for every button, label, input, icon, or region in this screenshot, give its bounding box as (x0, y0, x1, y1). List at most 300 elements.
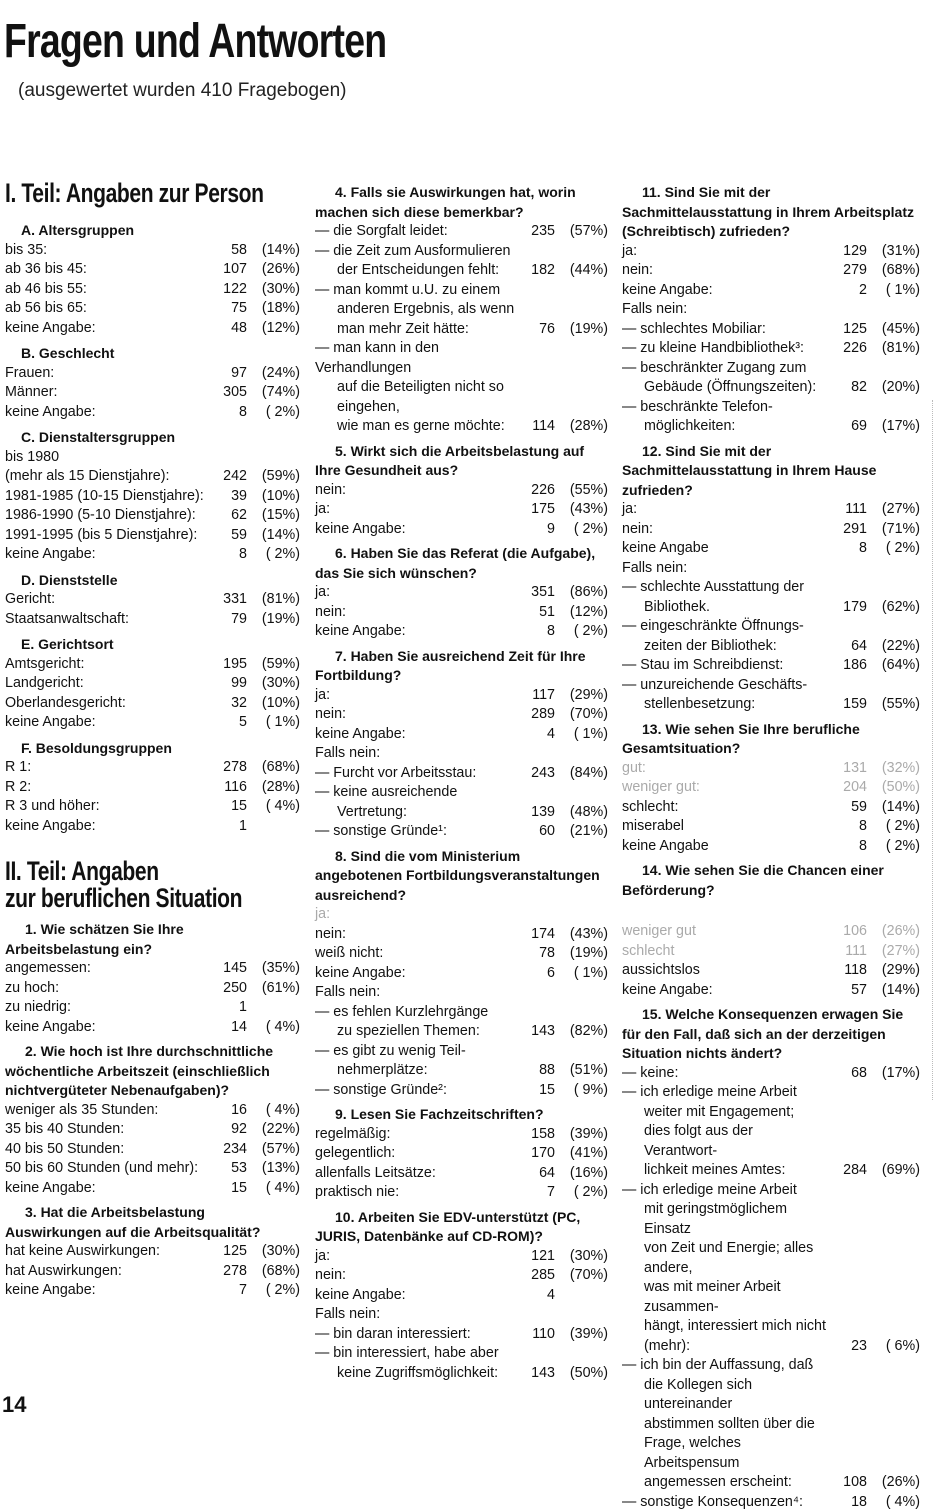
answer-row (5, 713, 300, 733)
answer-row (622, 1493, 920, 1512)
answer-label (315, 964, 515, 984)
answer-row (5, 694, 300, 714)
answer-label (315, 925, 515, 945)
answer-percent: (68%) (867, 261, 920, 281)
answer-label (622, 778, 827, 798)
question: 5. Wirkt sich die Arbeitsbelastung auf Ihre Gesundheit aus? (315, 442, 608, 481)
answer-percent: ( 1%) (867, 281, 920, 301)
answer-label-line: bis 35: (5, 241, 207, 261)
answer-percent: ( 2%) (247, 1281, 300, 1301)
answer-label-line: was mit meiner Arbeit zusammen- (622, 1278, 827, 1317)
answer-label (622, 942, 827, 962)
answer-label-line: mit geringstmöglichem Einsatz (622, 1200, 827, 1239)
answer-label (622, 339, 827, 359)
page-number: 14 (2, 1392, 26, 1418)
answer-count: 179 (827, 598, 867, 618)
answer-label (5, 1101, 207, 1121)
answer-count: 6 (515, 964, 555, 984)
answer-label (5, 467, 207, 487)
answer-label (5, 655, 207, 675)
answer-label-line: stellenbesetzung: (622, 695, 827, 715)
answer-label-line: nein: (315, 603, 515, 623)
answer-percent: (17%) (867, 1064, 920, 1084)
answer-label-line: keine Angabe: (622, 281, 827, 301)
text-line: Falls nein: (315, 1305, 608, 1325)
answer-percent: (14%) (867, 798, 920, 818)
answer-count: 79 (207, 610, 247, 630)
answer-label (622, 578, 827, 617)
answer-percent: (55%) (867, 695, 920, 715)
answer-label (315, 1164, 515, 1184)
answer-percent: (81%) (867, 339, 920, 359)
answer-label (622, 617, 827, 656)
answer-count: 76 (515, 320, 555, 340)
answer-count: 60 (515, 822, 555, 842)
answer-label (5, 1242, 207, 1262)
answer-label-line: dies folgt aus der Verantwort- (622, 1122, 827, 1161)
answer-label (5, 1262, 207, 1282)
answer-label (622, 1064, 827, 1084)
answer-label (315, 1266, 515, 1286)
answer-row (5, 1179, 300, 1199)
answer-label (622, 242, 827, 262)
answer-percent: (26%) (867, 922, 920, 942)
answer-percent: (18%) (247, 299, 300, 319)
answer-percent: ( 2%) (247, 545, 300, 565)
answer-label-line: — ich bin der Auffassung, daß (622, 1356, 827, 1376)
answer-label-line: weniger gut: (622, 778, 827, 798)
answer-row (622, 656, 920, 676)
answer-label-line: ja: (315, 686, 515, 706)
answer-row (315, 1286, 608, 1306)
answer-label-line: man mehr Zeit hätte: (315, 320, 515, 340)
answer-label (315, 1247, 515, 1267)
answer-label-line: gelegentlich: (315, 1144, 515, 1164)
answer-count: 159 (827, 695, 867, 715)
answer-label-line: keine Angabe (622, 837, 827, 857)
answer-label-line: Frauen: (5, 364, 207, 384)
answer-label (315, 481, 515, 501)
answer-label (315, 1183, 515, 1203)
answer-label (315, 1003, 515, 1042)
answer-count: 18 (827, 1493, 867, 1512)
answer-count: 125 (827, 320, 867, 340)
answer-label-line: abstimmen sollten über die (622, 1415, 827, 1435)
answer-label-line: R 3 und höher: (5, 797, 207, 817)
answer-row (622, 922, 920, 942)
answer-label (5, 797, 207, 817)
answer-label (315, 622, 515, 642)
answer-label (315, 822, 515, 842)
answer-row (315, 281, 608, 340)
answer-label-line: R 1: (5, 758, 207, 778)
answer-percent: (28%) (247, 778, 300, 798)
answer-label-line: keine Zugriffsmöglichkeit: (315, 1364, 515, 1384)
answer-row (5, 383, 300, 403)
section-heading (5, 858, 300, 912)
answer-count: 278 (207, 758, 247, 778)
answer-label-line: ja: (315, 1247, 515, 1267)
answer-row (315, 1183, 608, 1203)
answer-count: 82 (827, 378, 867, 398)
answer-row (5, 778, 300, 798)
answer-count: 226 (515, 481, 555, 501)
answer-row (5, 674, 300, 694)
answer-label (315, 500, 515, 520)
answer-percent: (19%) (247, 610, 300, 630)
answer-count: 284 (827, 1161, 867, 1181)
answer-percent: (35%) (247, 959, 300, 979)
answer-label (622, 961, 827, 981)
answer-count: 8 (827, 837, 867, 857)
question: 13. Wie sehen Sie Ihre berufliche Gesamtsituation? (622, 720, 920, 759)
answer-label (622, 539, 827, 559)
answer-count: 7 (207, 1281, 247, 1301)
answer-row (622, 520, 920, 540)
answer-count: 39 (207, 487, 247, 507)
answer-label (622, 759, 827, 779)
answer-row (5, 817, 300, 837)
answer-label-line: nein: (315, 705, 515, 725)
answer-percent: (12%) (555, 603, 608, 623)
answer-count: 2 (827, 281, 867, 301)
answer-percent: (30%) (247, 280, 300, 300)
answer-label-line: — beschränkte Telefon- (622, 398, 827, 418)
answer-row (315, 725, 608, 745)
answer-row (315, 1144, 608, 1164)
answer-label (315, 944, 515, 964)
answer-row (315, 1266, 608, 1286)
answer-row (622, 1064, 920, 1084)
answer-percent: (32%) (867, 759, 920, 779)
answer-label (315, 1286, 515, 1306)
question: 10. Arbeiten Sie EDV-unterstützt (PC, JURIS, Datenbänke auf CD-ROM)? (315, 1208, 608, 1247)
answer-count: 99 (207, 674, 247, 694)
answer-label-line: keine Angabe: (5, 1018, 207, 1038)
answer-row (5, 1242, 300, 1262)
question: 3. Hat die Arbeitsbelastung Auswirkungen auf die Arbeitsqualität? (5, 1203, 300, 1242)
answer-row (315, 500, 608, 520)
answer-count: 143 (515, 1364, 555, 1384)
answer-label (622, 676, 827, 715)
answer-row (622, 1083, 920, 1181)
answer-count: 110 (515, 1325, 555, 1345)
answer-label-line: 50 bis 60 Stunden (und mehr): (5, 1159, 207, 1179)
answer-count: 195 (207, 655, 247, 675)
answer-row (5, 506, 300, 526)
answer-percent: (69%) (867, 1161, 920, 1181)
answer-row (5, 1262, 300, 1282)
answer-count: 250 (207, 979, 247, 999)
answer-label (622, 922, 827, 942)
answer-label-line: 1986-1990 (5-10 Dienstjahre): (5, 506, 207, 526)
answer-label-line: weiter mit Engagement; (622, 1103, 827, 1123)
answer-label-line: anderen Ergebnis, als wenn (315, 300, 515, 320)
answer-label-line: Landgericht: (5, 674, 207, 694)
answer-label-line: ja: (315, 583, 515, 603)
answer-row (622, 1181, 920, 1357)
answer-count: 14 (207, 1018, 247, 1038)
answer-label-line: ja: (622, 242, 827, 262)
answer-row (622, 539, 920, 559)
answer-percent: (48%) (555, 803, 608, 823)
answer-count: 121 (515, 1247, 555, 1267)
answer-count: 58 (207, 241, 247, 261)
answer-count: 1 (207, 998, 247, 1018)
answer-count: 4 (515, 725, 555, 745)
answer-row (5, 403, 300, 423)
answer-row (315, 583, 608, 603)
answer-row (622, 837, 920, 857)
answer-count: 78 (515, 944, 555, 964)
answer-label (315, 725, 515, 745)
question: 9. Lesen Sie Fachzeitschriften? (315, 1105, 608, 1125)
answer-percent: ( 4%) (867, 1493, 920, 1512)
answer-label-line: nein: (315, 481, 515, 501)
answer-row (315, 1164, 608, 1184)
answer-row (5, 1281, 300, 1301)
answer-row (5, 280, 300, 300)
answer-percent: (55%) (555, 481, 608, 501)
subsection-heading: D. Dienststelle (5, 571, 300, 591)
answer-label-line: ab 56 bis 65: (5, 299, 207, 319)
answer-count: 129 (827, 242, 867, 262)
answer-count: 32 (207, 694, 247, 714)
answer-count: 48 (207, 319, 247, 339)
answer-label (5, 364, 207, 384)
answer-label-line: keine Angabe: (315, 622, 515, 642)
answer-count: 174 (515, 925, 555, 945)
answer-label-line: von Zeit und Energie; alles andere, (622, 1239, 827, 1278)
answer-row (622, 981, 920, 1001)
answer-label-line: 1981-1985 (10-15 Dienstjahre): (5, 487, 207, 507)
question: 6. Haben Sie das Referat (die Aufgabe), das Sie sich wünschen? (315, 544, 608, 583)
answer-label (5, 1159, 207, 1179)
answer-count: 106 (827, 922, 867, 942)
answer-count: 68 (827, 1064, 867, 1084)
answer-percent: ( 2%) (867, 837, 920, 857)
answer-row (315, 1042, 608, 1081)
answer-label (622, 1493, 827, 1512)
answer-label (5, 817, 207, 837)
answer-count: 285 (515, 1266, 555, 1286)
answer-count: 175 (515, 500, 555, 520)
answer-percent: (62%) (867, 598, 920, 618)
answer-row (315, 705, 608, 725)
answer-count: 59 (827, 798, 867, 818)
answer-label-line: der Entscheidungen fehlt: (315, 261, 515, 281)
answer-row (315, 964, 608, 984)
answer-label-line: keine Angabe: (315, 520, 515, 540)
answer-row (5, 545, 300, 565)
answer-row (5, 526, 300, 546)
answer-label (5, 1281, 207, 1301)
answer-label-line: hängt, interessiert mich nicht (622, 1317, 827, 1337)
answer-label-line: Gericht: (5, 590, 207, 610)
answer-percent: (82%) (555, 1022, 608, 1042)
answer-percent: (70%) (555, 705, 608, 725)
answer-percent: ( 6%) (867, 1337, 920, 1357)
answer-percent: (19%) (555, 944, 608, 964)
answer-label (5, 280, 207, 300)
answer-label-line: angemessen erscheint: (622, 1473, 827, 1493)
answer-percent: ( 4%) (247, 1101, 300, 1121)
answer-label-line: hat Auswirkungen: (5, 1262, 207, 1282)
answer-percent: ( 2%) (555, 622, 608, 642)
answer-row (315, 603, 608, 623)
answer-label (315, 1081, 515, 1101)
answer-row (5, 467, 300, 487)
text-line: Falls nein: (622, 300, 920, 320)
answer-row (622, 798, 920, 818)
question: 1. Wie schätzen Sie Ihre Arbeitsbelastung ein? (5, 920, 300, 959)
answer-label-line: keine Angabe: (5, 817, 207, 837)
answer-row (315, 822, 608, 842)
subsection-heading: F. Besoldungsgruppen (5, 739, 300, 759)
answer-label-line: 1991-1995 (bis 5 Dienstjahre): (5, 526, 207, 546)
answer-label-line: — ich erledige meine Arbeit (622, 1181, 827, 1201)
answer-percent: (71%) (867, 520, 920, 540)
answer-percent: ( 2%) (247, 403, 300, 423)
answer-percent: (19%) (555, 320, 608, 340)
answer-count: 59 (207, 526, 247, 546)
answer-label-line: Bibliothek. (622, 598, 827, 618)
answer-label-line: angemessen: (5, 959, 207, 979)
answer-label (315, 603, 515, 623)
answer-label (315, 583, 515, 603)
answer-row (5, 797, 300, 817)
answer-percent: (15%) (247, 506, 300, 526)
answer-count: 114 (515, 417, 555, 437)
section-heading-line: II. Teil: Angaben (5, 858, 235, 885)
answer-row (5, 998, 300, 1018)
answer-percent: (12%) (247, 319, 300, 339)
answer-label-line: zu speziellen Themen: (315, 1022, 515, 1042)
answer-label-line: Staatsanwaltschaft: (5, 610, 207, 630)
answer-row (622, 578, 920, 617)
answer-count: 64 (827, 637, 867, 657)
answer-count: 69 (827, 417, 867, 437)
answer-percent: (29%) (555, 686, 608, 706)
answer-row (5, 758, 300, 778)
answer-row (5, 1159, 300, 1179)
answer-label (315, 1042, 515, 1081)
answer-label-line: miserabel (622, 817, 827, 837)
answer-count: 139 (515, 803, 555, 823)
answer-percent: (20%) (867, 378, 920, 398)
answer-label (5, 694, 207, 714)
answer-row (5, 1120, 300, 1140)
answer-label-line: — Stau im Schreibdienst: (622, 656, 827, 676)
answer-label (622, 981, 827, 1001)
answer-label (622, 359, 827, 398)
answer-row (622, 961, 920, 981)
answer-count: 122 (207, 280, 247, 300)
answer-row (315, 1125, 608, 1145)
answer-count: 51 (515, 603, 555, 623)
answer-percent: (50%) (555, 1364, 608, 1384)
answer-label (622, 1181, 827, 1357)
answer-label-line: — bin daran interessiert: (315, 1325, 515, 1345)
answer-percent: (27%) (867, 500, 920, 520)
question: 11. Sind Sie mit der Sachmittelausstattung in Ihrem Arbeitsplatz (Schreibtisch) zufrieden? (622, 183, 920, 242)
answer-label-line: schlecht: (622, 798, 827, 818)
section-heading: I. Teil: Angaben zur Person (5, 180, 235, 207)
answer-percent: (14%) (247, 241, 300, 261)
answer-count: 235 (515, 222, 555, 242)
answer-percent: (44%) (555, 261, 608, 281)
answer-label-line: zu hoch: (5, 979, 207, 999)
answer-label-line: Frage, welches Arbeitspensum (622, 1434, 827, 1473)
answer-row (315, 1247, 608, 1267)
answer-row (622, 1356, 920, 1493)
question: 8. Sind die vom Ministerium angebotenen Fortbildungsveranstaltungen ausreichend? (315, 847, 608, 906)
answer-label (315, 1125, 515, 1145)
answer-label (5, 590, 207, 610)
answer-row (5, 241, 300, 261)
answer-label-line: wie man es gerne möchte: (315, 417, 515, 437)
answer-row (315, 622, 608, 642)
answer-row (622, 759, 920, 779)
answer-label (315, 764, 515, 784)
answer-row (315, 783, 608, 822)
answer-count: 1 (207, 817, 247, 837)
page-subtitle: (ausgewertet wurden 410 Fragebogen) (18, 80, 346, 102)
answer-label (5, 299, 207, 319)
answer-row (622, 242, 920, 262)
column-1 (5, 178, 300, 1301)
answer-label (622, 261, 827, 281)
answer-label-line: (mehr als 15 Dienstjahre): (5, 467, 207, 487)
answer-count: 234 (207, 1140, 247, 1160)
text-line: Falls nein: (622, 559, 920, 579)
answer-label-line: — schlechtes Mobiliar: (622, 320, 827, 340)
answer-label-line: R 2: (5, 778, 207, 798)
answer-row (315, 520, 608, 540)
answer-label-line: regelmäßig: (315, 1125, 515, 1145)
answer-label-line: möglichkeiten: (622, 417, 827, 437)
answer-label-line: 40 bis 50 Stunden: (5, 1140, 207, 1160)
answer-label-line: keine Angabe: (5, 403, 207, 423)
answer-label-line: weniger als 35 Stunden: (5, 1101, 207, 1121)
answer-count: 57 (827, 981, 867, 1001)
answer-label (5, 610, 207, 630)
answer-label-line: hat keine Auswirkungen: (5, 1242, 207, 1262)
answer-label (5, 506, 207, 526)
answer-count: 226 (827, 339, 867, 359)
answer-label-line: aussichtslos (622, 961, 827, 981)
answer-label-line: nein: (622, 261, 827, 281)
text-line: Falls nein: (315, 744, 608, 764)
answer-label-line: — sonstige Gründe¹: (315, 822, 515, 842)
answer-label-line: keine Angabe: (5, 545, 207, 565)
answer-percent: (28%) (555, 417, 608, 437)
answer-percent: (43%) (555, 925, 608, 945)
answer-label (5, 526, 207, 546)
answer-percent: ( 2%) (867, 817, 920, 837)
answer-label (622, 1083, 827, 1181)
answer-percent: ( 4%) (247, 1179, 300, 1199)
answer-label-line: — schlechte Ausstattung der (622, 578, 827, 598)
answer-label (622, 837, 827, 857)
answer-count: 143 (515, 1022, 555, 1042)
answer-label (622, 656, 827, 676)
answer-percent: (14%) (247, 526, 300, 546)
answer-count: 5 (207, 713, 247, 733)
answer-label (5, 260, 207, 280)
answer-label-line: — zu kleine Handbibliothek³: (622, 339, 827, 359)
answer-label (315, 242, 515, 281)
